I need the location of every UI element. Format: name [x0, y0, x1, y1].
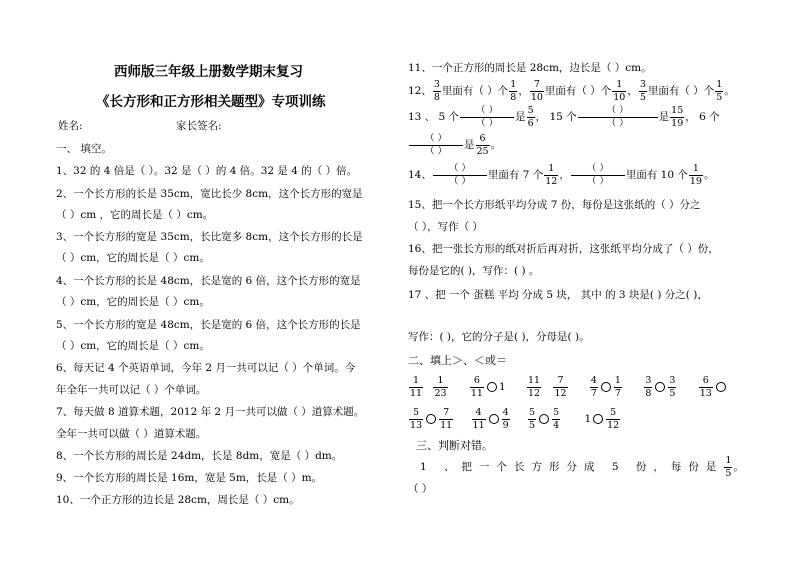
q12-fraction-b2: $\frac{1}{10}$ [613, 79, 626, 103]
page-subtitle: 《长方形和正方形相关题型》专项训练 [96, 94, 326, 110]
compare-circle[interactable] [716, 382, 726, 392]
q12-fraction-a: $\frac{3}{8}$ [433, 79, 440, 103]
judge-1-answer-blank[interactable]: （ ） [408, 483, 433, 495]
q13-blank-fraction-2: $\frac{( )}{( )}$ [578, 106, 658, 128]
q14-prefix: 14、 [408, 169, 432, 181]
cmp9-b: $\frac{5}{4}$ [553, 407, 560, 431]
question-15-line-2: （ ），写作（ ） [408, 221, 483, 233]
q13-is-3: 是 [464, 139, 475, 151]
q14-text-2: 里面有 10 个 [625, 169, 688, 181]
left-line-6: 4、一个长方形的长是 48cm，长是宽的 6 倍，这个长方形的宽是 [56, 275, 361, 287]
q12-fraction-b: $\frac{7}{10}$ [530, 79, 543, 103]
q13-blank-fraction-3: $\frac{( )}{( )}$ [409, 134, 463, 156]
left-line-16: 10、一个正方形的边长是 28cm，周长是（ ）cm。 [56, 494, 300, 506]
cmp10-b: $\frac{5}{12}$ [607, 407, 620, 431]
q12-fraction-c2: $\frac{1}{5}$ [716, 79, 723, 103]
question-12: 12、 $\frac{3}{8}$ 里面有（ ）个 $\frac{1}{8}$ ， $\frac{7}{10}$ 里面有（ ）个 $\frac{1}{10}$ ， $\frac{3}{5}$ 里面有（ ）个 $\frac{1}{5}$ 。 [408, 79, 735, 103]
compare-row-1 [408, 376, 728, 398]
q13-fraction-2: $\frac{15}{19}$ [671, 105, 684, 129]
question-16-line-1: 16、把一张长方形的纸对折后再对折，这张纸平均分成了（ ）份， [408, 243, 719, 255]
q12-text-c: 里面有（ ）个 [647, 85, 715, 97]
compare-circle[interactable] [426, 414, 436, 424]
question-16-line-2: 每份是它的( )，写作：( ) 。 [408, 265, 540, 277]
left-line-2: 2、一个长方形的长是 35cm，宽比长少 8cm，这个长方形的宽是 [56, 188, 363, 200]
q13-mid: ， 15 个 [535, 111, 577, 123]
left-line-10: 6、每天记 4 个英语单词，今年 2 月一共可以记（ ）个单词。今 [56, 362, 356, 374]
q14-fraction-1: $\frac{1}{12}$ [545, 163, 558, 187]
question-17-line-2: 写作：( )，它的分子是( )，分母是( )。 [408, 331, 590, 343]
cmp1-a: $\frac{1}{11}$ [410, 375, 423, 399]
q12-fraction-c: $\frac{3}{5}$ [639, 79, 646, 103]
left-line-11: 年全年一共可以记（ ）个单词。 [56, 384, 207, 396]
cmp3-a: $\frac{11}{12}$ [528, 375, 541, 399]
left-line-7: （ ）cm，它的周长是（ ）cm。 [56, 296, 210, 308]
section-fill-blank-heading: 一、 填空。 [56, 143, 112, 155]
q13-fraction-1: $\frac{5}{6}$ [527, 105, 534, 129]
q13-is-1: 是 [515, 111, 526, 123]
cmp8-a: $\frac{4}{11}$ [472, 407, 485, 431]
compare-circle[interactable] [593, 414, 603, 424]
q13-is-2: 是 [658, 111, 670, 123]
cmp1-b: $\frac{1}{23}$ [434, 375, 447, 399]
left-line-4: 3、一个长方形的宽是 35cm，长比宽多 8cm，这个长方形的长是 [56, 231, 363, 243]
cmp2-a: $\frac{6}{11}$ [470, 375, 483, 399]
cmp6-a: $\frac{6}{13}$ [699, 375, 712, 399]
cmp10-a: 1 [584, 413, 592, 425]
page-title: 西师版三年级上册数学期末复习 [114, 64, 303, 80]
parent-signature-label: 家长签名: [176, 120, 222, 132]
compare-circle[interactable] [489, 414, 499, 424]
q12-fraction-a2: $\frac{1}{8}$ [510, 79, 517, 103]
compare-circle[interactable] [539, 414, 549, 424]
judge-1-text: 1 、把一个长方形分成 5 份，每份是 [420, 461, 724, 473]
cmp8-b: $\frac{4}{9}$ [502, 407, 509, 431]
judge-1-fraction: $\frac{1}{5}$ [725, 455, 732, 479]
judge-1-end: 。 [733, 461, 744, 473]
cmp2-b: 1 [498, 381, 506, 393]
compare-row-2 [408, 408, 621, 430]
left-line-3: （ ）cm ，它的周长是（ ）cm。 [56, 209, 214, 221]
compare-circle[interactable] [487, 382, 497, 392]
question-17-line-1: 17 、把 一个 蛋糕 平均 分成 5 块， 其中 的 3 块是( ) 分之( )， [408, 289, 708, 301]
left-line-15: 9、一个长方形的周长是 16m，宽是 5m，长是（ ）m。 [56, 472, 323, 484]
cmp7-b: $\frac{7}{11}$ [440, 407, 453, 431]
question-11: 11、一个正方形的周长是 28cm，边长是（ ）cm。 [408, 62, 652, 74]
q14-blank-fraction-1: $\frac{( )}{( )}$ [433, 164, 487, 186]
q13-fraction-3: $\frac{6}{25}$ [476, 133, 489, 157]
left-line-1: 1、32 的 4 倍是（ ）。32 是（ ）的 4 倍。32 是 4 的（ ）倍。 [56, 165, 358, 177]
judge-question-1 [420, 456, 744, 478]
cmp7-a: $\frac{5}{13}$ [410, 407, 423, 431]
left-line-14: 8、一个长方形的周长是 24dm，长是 8dm，宽是（ ）dm。 [56, 450, 343, 462]
q14-fraction-2: $\frac{1}{19}$ [689, 163, 702, 187]
section-compare-heading: 二、填上＞、＜或＝ [408, 354, 507, 367]
q14-blank-fraction-2: $\frac{( )}{( )}$ [571, 164, 625, 186]
compare-circle[interactable] [601, 382, 611, 392]
q14-text-1: 里面有 7 个 [487, 169, 544, 181]
q13-blank-fraction-1: $\frac{( )}{( )}$ [460, 106, 514, 128]
cmp9-a: $\frac{5}{5}$ [529, 407, 536, 431]
cmp5-a: $\frac{3}{8}$ [645, 375, 652, 399]
q13-tail: ， 6 个 [685, 111, 720, 123]
left-line-8: 5、一个长方形的宽是 48cm，长是宽的 6 倍，这个长方形的长是 [56, 319, 361, 331]
name-label: 姓名: [58, 120, 83, 132]
q14-end: 。 [703, 169, 715, 181]
q12-prefix: 12、 [408, 85, 432, 97]
question-15-line-1: 15、把一个长方形纸平均分成 7 份，每份是这张纸的（ ）分之 [408, 199, 701, 211]
q13-prefix: 13 、 5 个 [408, 111, 460, 123]
question-13-continued [408, 134, 501, 156]
compare-circle[interactable] [655, 382, 665, 392]
question-13 [408, 106, 720, 128]
cmp5-b: $\frac{3}{5}$ [669, 375, 676, 399]
question-14 [408, 164, 714, 186]
q13-end: 。 [490, 139, 502, 151]
cmp3-b: $\frac{7}{12}$ [554, 375, 567, 399]
q14-sep: ， [559, 169, 570, 181]
left-line-13: 全年一共可以做（ ）道算术题。 [56, 428, 207, 440]
left-line-9: （ ）cm，它的周长是（ ）cm。 [56, 340, 210, 352]
cmp4-a: $\frac{4}{7}$ [590, 375, 597, 399]
left-line-5: （ ）cm，它的周长是（ ）cm。 [56, 252, 210, 264]
q12-text-a: 里面有（ ）个 [441, 85, 509, 97]
section-judge-heading: 三、判断对错。 [416, 439, 493, 452]
left-line-12: 7、每天做 8 道算术题，2012 年 2 月一共可以做（ ）道算术题。 [56, 406, 365, 418]
cmp4-b: $\frac{1}{7}$ [614, 375, 621, 399]
q12-text-b: 里面有（ ）个 [544, 85, 612, 97]
